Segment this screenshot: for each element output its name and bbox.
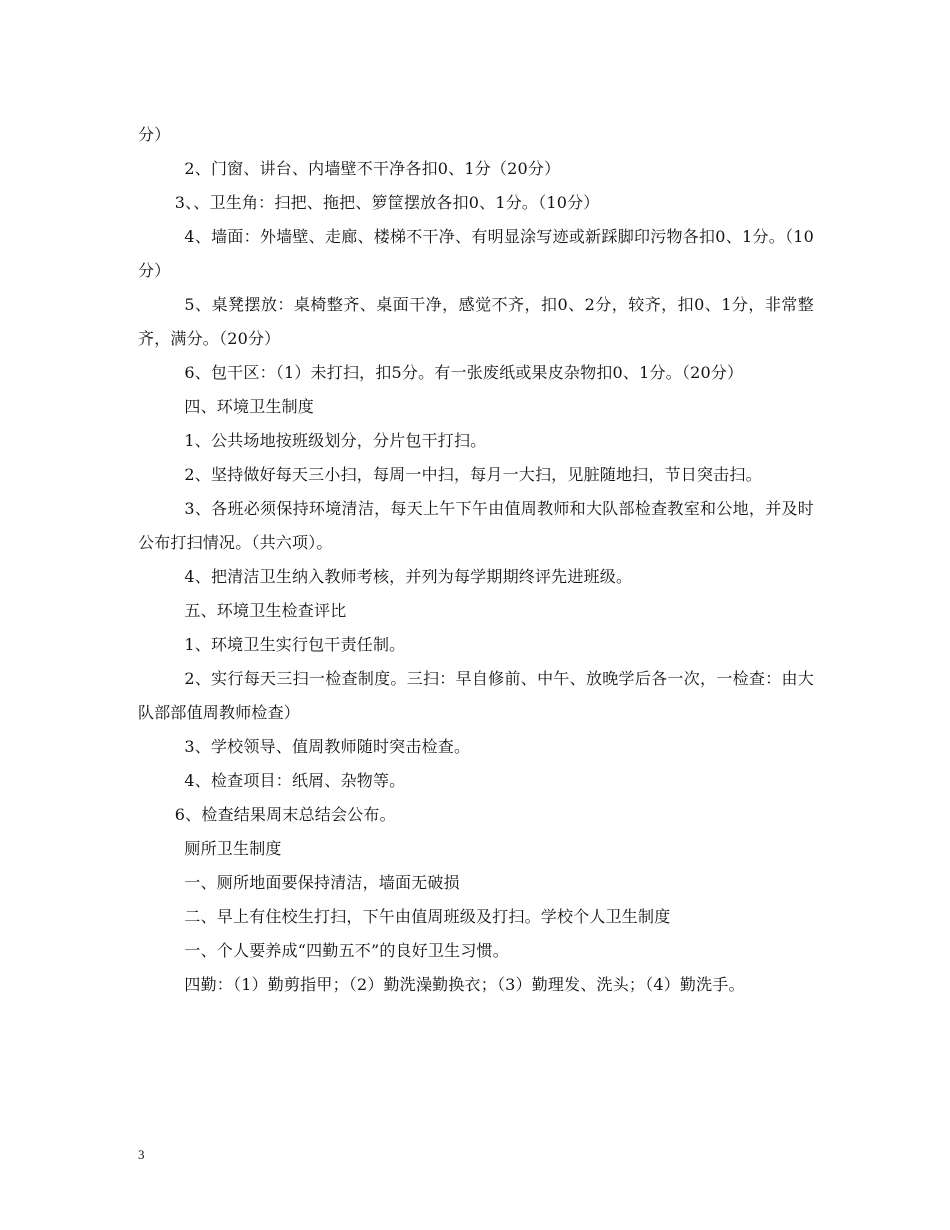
paragraph: 四、环境卫生制度	[184, 397, 314, 416]
paragraph: 四勤：（1）勤剪指甲；（2）勤洗澡勤换衣；（3）勤理发、洗头；（4）勤洗手。	[184, 975, 745, 994]
page-number: 3	[138, 1147, 145, 1162]
paragraph: 五、环境卫生检查评比	[184, 601, 347, 620]
document-body	[138, 118, 814, 1002]
paragraph: 4、检查项目：纸屑、杂物等。	[184, 771, 406, 790]
paragraph: 2、坚持做好每天三小扫，每周一中扫，每月一大扫，见脏随地扫，节日突击扫。	[184, 465, 762, 484]
paragraph: 1、环境卫生实行包干责任制。	[184, 635, 406, 654]
paragraph: 3、、卫生角：扫把、拖把、箩筐摆放各扣0、1分。（10分）	[174, 193, 600, 212]
paragraph: 厕所卫生制度	[184, 839, 282, 858]
paragraph: 3、学校领导、值周教师随时突击检查。	[184, 737, 471, 756]
paragraph: 分）	[138, 125, 171, 144]
paragraph: 3、各班必须保持环境清洁，每天上午下午由值周教师和大队部检查教室和公地，并及时公布打扫情况。（共六项）。	[138, 499, 814, 552]
paragraph: 5、桌凳摆放：桌椅整齐、桌面干净，感觉不齐，扣0、2分，较齐，扣0、1分，非常整齐，满分。（20分）	[138, 295, 814, 348]
paragraph: 二、早上有住校生打扫，下午由值周班级及打扫。学校个人卫生制度	[184, 907, 671, 926]
paragraph: 2、实行每天三扫一检查制度。三扫：早自修前、中午、放晚学后各一次，一检查：由大队部部值周教师检查）	[138, 669, 814, 722]
paragraph: 1、公共场地按班级划分，分片包干打扫。	[184, 431, 487, 450]
paragraph: 4、墙面：外墙壁、走廊、楼梯不干净、有明显涂写迹或新踩脚印污物各扣0、1分。（10分）	[138, 227, 814, 280]
paragraph: 4、把清洁卫生纳入教师考核，并列为每学期期终评先进班级。	[184, 567, 633, 586]
paragraph: 一、个人要养成“四勤五不”的良好卫生习惯。	[184, 941, 509, 960]
paragraph: 2、门窗、讲台、内墙壁不干净各扣0、1分（20分）	[184, 159, 561, 178]
paragraph: 6、检查结果周末总结会公布。	[174, 805, 396, 824]
paragraph: 一、厕所地面要保持清洁，墙面无破损	[184, 873, 460, 892]
paragraph: 6、包干区：（1）未打扫，扣5分。有一张废纸或果皮杂物扣0、1分。（20分）	[184, 363, 744, 382]
